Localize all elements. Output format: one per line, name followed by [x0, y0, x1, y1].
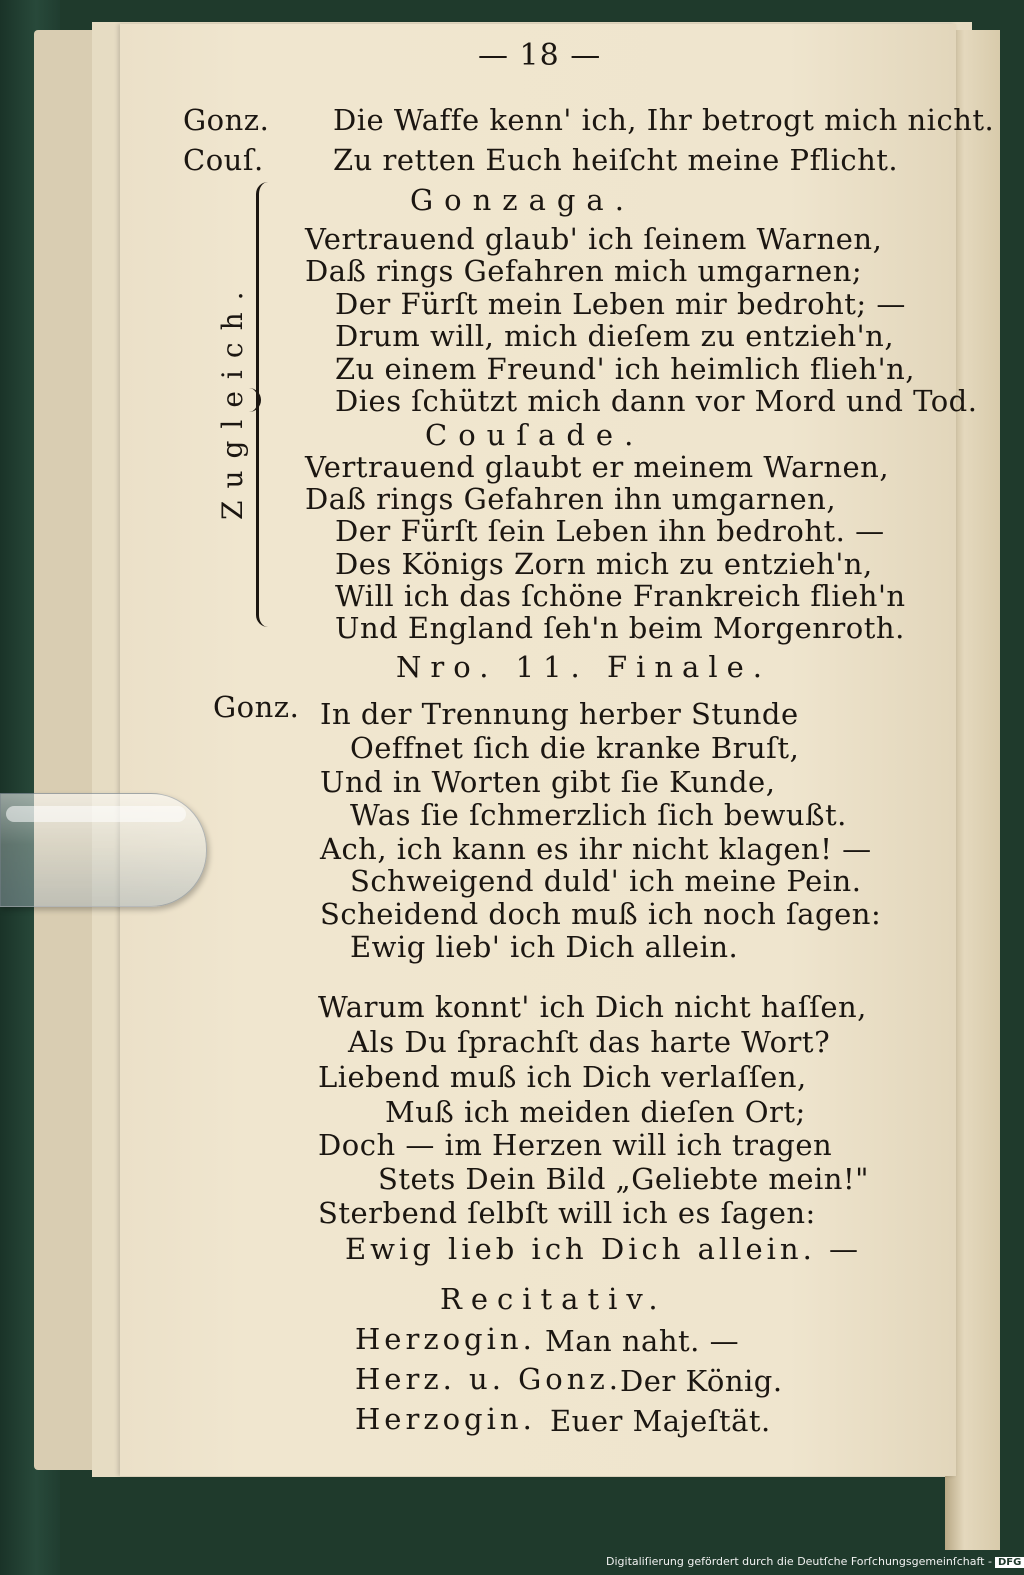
finale-line: Liebend muß ich Dich verlaſſen,	[318, 1060, 807, 1094]
cousade-line: Des Königs Zorn mich zu entzieh'n,	[335, 547, 873, 581]
gonzaga-line: Vertrauend glaub' ich ſeinem Warnen,	[305, 222, 883, 256]
cousade-line: Daß rings Gefahren ihn umgarnen,	[305, 482, 837, 516]
gonzaga-line: Daß rings Gefahren mich umgarnen;	[305, 254, 863, 288]
cousade-line: Und England ſeh'n beim Morgenroth.	[335, 611, 905, 645]
recitativ-text: Euer Majeſtät.	[550, 1404, 771, 1438]
speaker-cous: Couſ.	[183, 143, 264, 177]
dfg-logo: DFG	[995, 1557, 1024, 1568]
recitativ-speaker: Herzogin.	[355, 1402, 536, 1436]
finale-line: Sterbend ſelbſt will ich es ſagen:	[318, 1196, 816, 1230]
cousade-line: Vertrauend glaubt er meinem Warnen,	[305, 450, 890, 484]
finale-line: Muß ich meiden dieſen Ort;	[385, 1095, 806, 1129]
gonzaga-line: Dies ſchützt mich dann vor Mord und Tod.	[335, 384, 978, 418]
page-number: — 18 —	[478, 38, 602, 73]
finale-line: Als Du ſprachſt das harte Wort?	[348, 1025, 831, 1059]
recitativ-speaker: Herz. u. Gonz.	[355, 1362, 622, 1396]
together-label: Zugleich.	[216, 279, 249, 520]
section-title: Nro. 11. Finale.	[396, 650, 771, 684]
speaker-gonz: Gonz.	[183, 103, 270, 137]
finale-line: Scheidend doch muß ich noch ſagen:	[320, 897, 882, 931]
recitativ-speaker: Herzogin.	[355, 1322, 536, 1356]
finale-line: Oeffnet ſich die kranke Bruſt,	[350, 731, 800, 765]
finale-line: Schweigend duld' ich meine Pein.	[350, 864, 862, 898]
glass-clamp-highlight	[6, 806, 186, 822]
finale-line: Stets Dein Bild „Geliebte mein!"	[378, 1162, 869, 1196]
recitativ-text: Man naht. —	[545, 1324, 740, 1358]
finale-line: Ach, ich kann es ihr nicht klagen! —	[320, 832, 872, 866]
finale-line: Ewig lieb' ich Dich allein.	[350, 930, 739, 964]
finale-line: Was ſie ſchmerzlich ſich bewußt.	[350, 798, 847, 832]
dialogue-line: Die Waffe kenn' ich, Ihr betrogt mich nicht.	[333, 103, 995, 137]
digitization-credit	[606, 1555, 1024, 1568]
dialogue-line: Zu retten Euch heiſcht meine Pflicht.	[333, 143, 899, 177]
finale-line: In der Trennung herber Stunde	[320, 697, 799, 731]
finale-line: Ewig lieb ich Dich allein. —	[345, 1232, 863, 1266]
cousade-line: Der Fürſt ſein Leben ihn bedroht. —	[335, 514, 885, 548]
gonzaga-line: Der Fürſt mein Leben mir bedroht; —	[335, 287, 906, 321]
credit-text: Digitaliſierung gefördert durch die Deutſche Forſchungsgemeinſchaft -	[606, 1555, 992, 1568]
gonzaga-line: Drum will, mich dieſem zu entzieh'n,	[335, 319, 895, 353]
finale-speaker: Gonz.	[213, 690, 300, 724]
gonzaga-heading: Gonzaga.	[410, 183, 635, 217]
recitativ-title: Recitativ.	[440, 1282, 667, 1316]
finale-line: Warum konnt' ich Dich nicht haſſen,	[318, 990, 867, 1024]
recitativ-text: Der König.	[620, 1364, 783, 1398]
finale-line: Und in Worten gibt ſie Kunde,	[320, 765, 776, 799]
cousade-heading: Couſade.	[425, 418, 645, 452]
gonzaga-line: Zu einem Freund' ich heimlich flieh'n,	[335, 352, 915, 386]
cousade-line: Will ich das ſchöne Frankreich flieh'n	[335, 579, 906, 613]
finale-line: Doch — im Herzen will ich tragen	[318, 1128, 833, 1162]
